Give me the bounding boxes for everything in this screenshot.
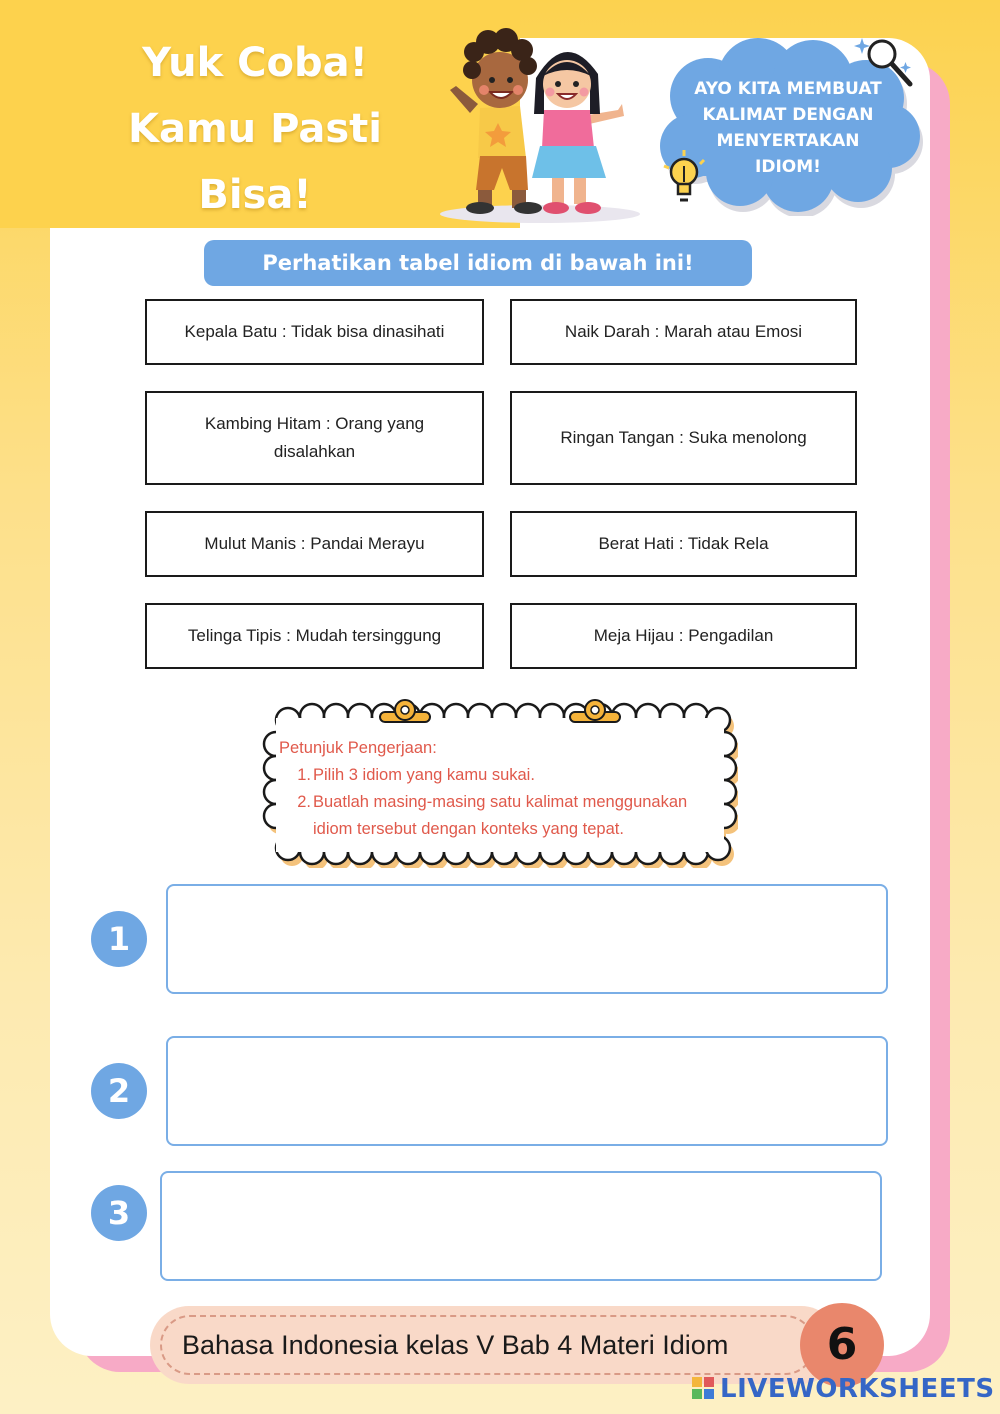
brand-text: LIVEWORKSHEETS (720, 1374, 995, 1404)
page-number: 6 (800, 1303, 884, 1387)
instruction-text (279, 735, 729, 843)
answer-number-badge: 1 (91, 911, 147, 967)
cloud-line: KALIMAT DENGAN (702, 105, 874, 125)
idiom-box: Ringan Tangan : Suka menolong (510, 391, 857, 485)
instruction-step (279, 789, 729, 843)
step-number: 1. (297, 766, 311, 784)
idiom-box: Naik Darah : Marah atau Emosi (510, 299, 857, 365)
idiom-box: Kepala Batu : Tidak bisa dinasihati (145, 299, 484, 365)
step-text: Pilih 3 idiom yang kamu sukai. (313, 766, 535, 784)
idiom-box: Meja Hijau : Pengadilan (510, 603, 857, 669)
title-line: Yuk Coba! (142, 40, 368, 86)
cloud-text (676, 76, 900, 180)
step-text: Buatlah masing-masing satu kalimat menggunakan idiom tersebut dengan konteks yang tepat. (313, 793, 688, 838)
idiom-box: Kambing Hitam : Orang yang disalahkan (145, 391, 484, 485)
page-title (60, 30, 450, 228)
answer-field-1[interactable] (166, 884, 888, 994)
kids-illustration (440, 18, 650, 223)
table-banner: Perhatikan tabel idiom di bawah ini! (204, 240, 752, 286)
cloud-line: AYO KITA MEMBUAT (694, 79, 882, 99)
cloud-line: IDIOM! (755, 157, 821, 177)
instruction-heading: Petunjuk Pengerjaan: (279, 739, 437, 757)
cloud-line: MENYERTAKAN (716, 131, 860, 151)
idiom-box: Telinga Tipis : Mudah tersinggung (145, 603, 484, 669)
liveworksheets-brand[interactable] (692, 1372, 995, 1406)
footer-text: Bahasa Indonesia kelas V Bab 4 Materi Idiom (182, 1330, 729, 1360)
answer-field-2[interactable] (166, 1036, 888, 1146)
liveworksheets-logo-icon (692, 1375, 716, 1403)
answer-number-badge: 3 (91, 1185, 147, 1241)
answer-number-badge: 2 (91, 1063, 147, 1119)
instruction-step (279, 762, 729, 789)
title-line: Bisa! (198, 172, 312, 218)
title-line: Kamu Pasti (128, 106, 382, 152)
idiom-box: Berat Hati : Tidak Rela (510, 511, 857, 577)
idiom-box: Mulut Manis : Pandai Merayu (145, 511, 484, 577)
step-number: 2. (297, 793, 311, 811)
answer-field-3[interactable] (160, 1171, 882, 1281)
